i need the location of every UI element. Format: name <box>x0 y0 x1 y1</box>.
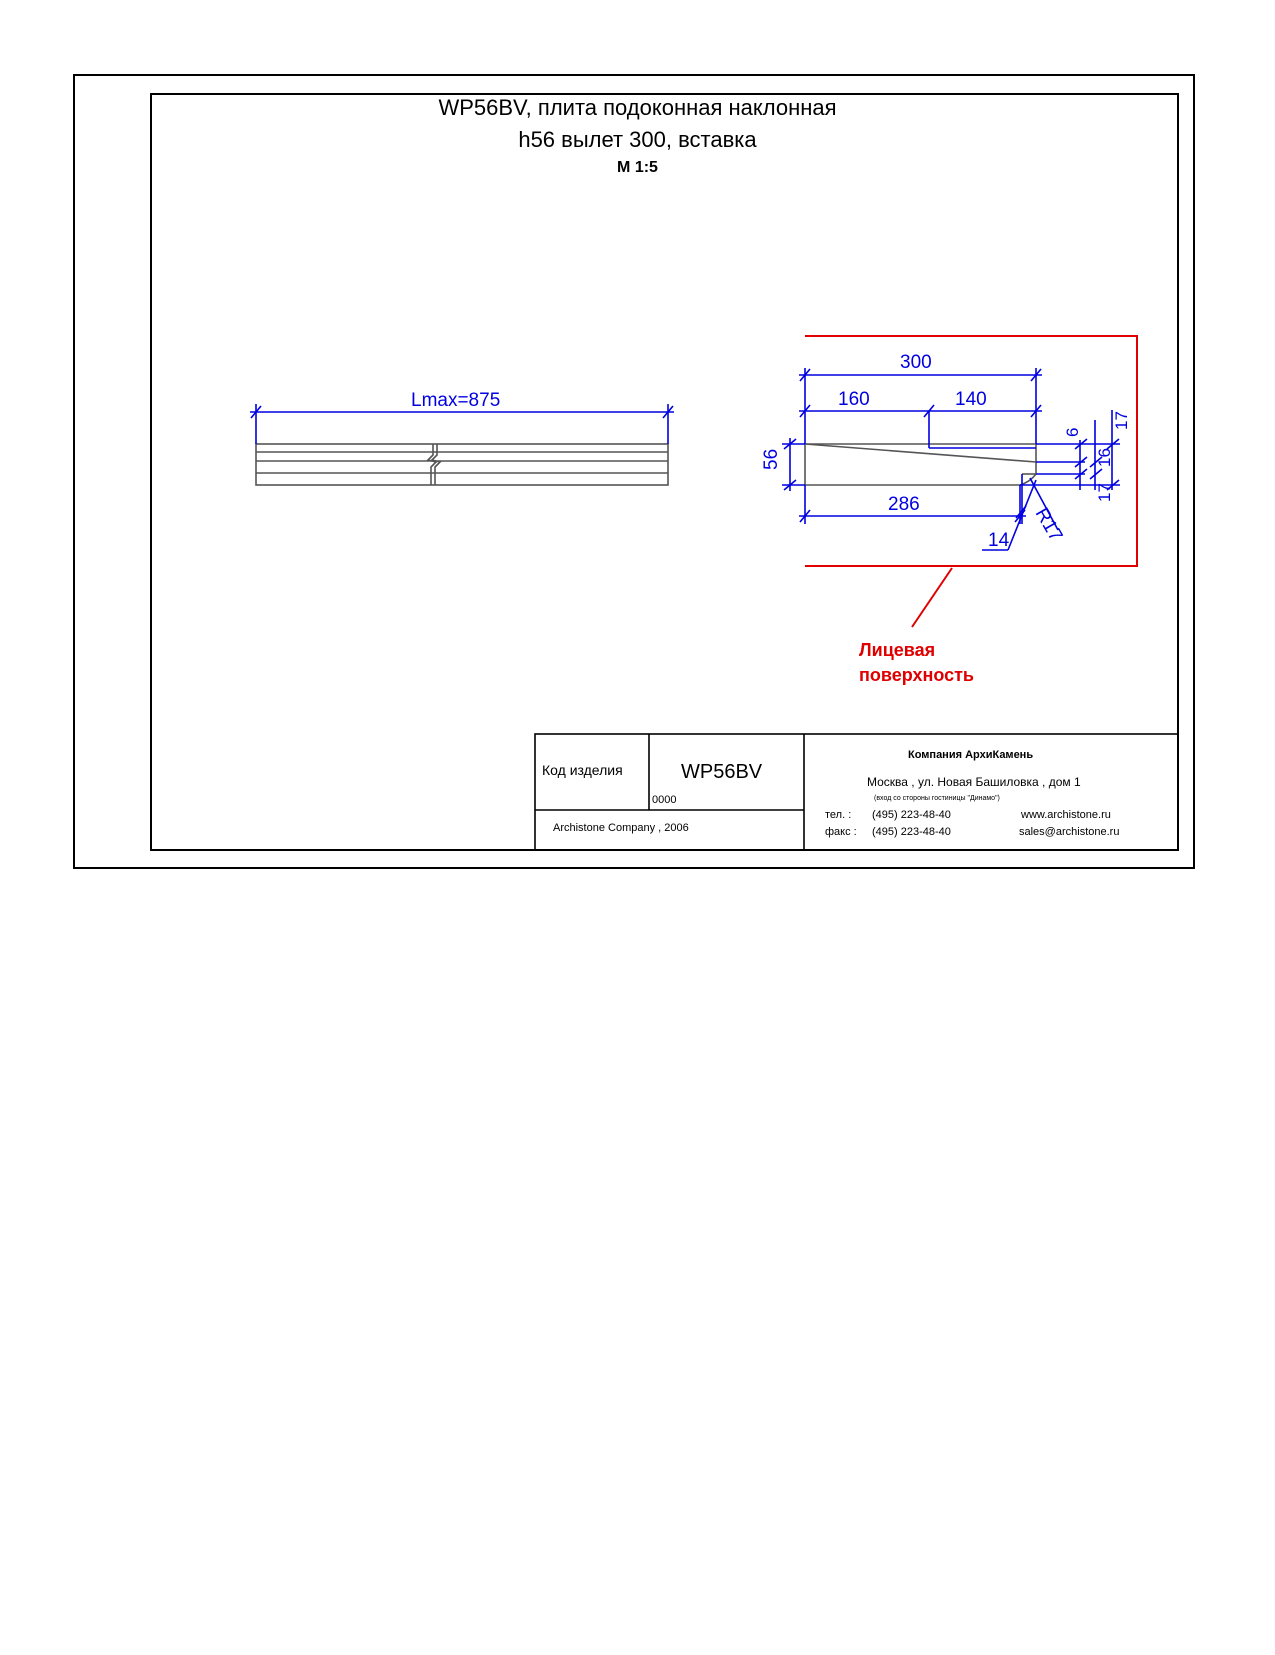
dim-6: 6 <box>1063 427 1082 437</box>
dim-radius: R17 <box>1030 504 1067 546</box>
dim-16: 16 <box>1095 448 1114 467</box>
dim-part-a: 160 <box>838 389 870 410</box>
section-dimensions <box>782 368 1120 550</box>
copyright: Archistone Company , 2006 <box>553 822 689 834</box>
dim-thickness: 56 <box>761 448 782 470</box>
company-address: Москва , ул. Новая Башиловка , дом 1 <box>867 775 1081 789</box>
dim-17-bottom: 17 <box>1095 483 1114 502</box>
face-label-line2: поверхность <box>859 665 974 685</box>
dim-bottom-length: 286 <box>888 494 920 515</box>
length-label: Lmax=875 <box>411 390 501 411</box>
phone-number: (495) 223-48-40 <box>872 809 951 821</box>
phone-label: тел. : <box>825 809 852 821</box>
dim-17-top: 17 <box>1112 411 1131 430</box>
drawing-title: WP56BV, плита подоконная наклонная <box>438 95 837 120</box>
company-name: Компания АрхиКамень <box>908 749 1034 761</box>
code-label: Код изделия <box>542 762 623 778</box>
face-outline <box>805 336 1137 566</box>
code-number: 0000 <box>652 794 677 806</box>
dim-drip-offset: 14 <box>988 530 1010 551</box>
face-leader <box>912 568 952 627</box>
company-address-note: (вход со стороны гостиницы "Динамо") <box>874 795 1000 802</box>
drawing-subtitle: h56 вылет 300, вставка <box>518 127 757 152</box>
fax-label: факс : <box>825 826 857 838</box>
sill-section <box>805 444 1036 485</box>
inner-frame <box>151 94 1178 850</box>
fax-number: (495) 223-48-40 <box>872 826 951 838</box>
dim-overhang: 300 <box>900 352 932 373</box>
email: sales@archistone.ru <box>1019 826 1120 838</box>
dim-part-b: 140 <box>955 389 987 410</box>
website: www.archistone.ru <box>1021 809 1111 821</box>
front-view <box>256 444 668 485</box>
face-label-line1: Лицевая <box>859 640 936 660</box>
code-value: WP56BV <box>681 761 763 783</box>
drawing-scale: М 1:5 <box>617 159 658 176</box>
